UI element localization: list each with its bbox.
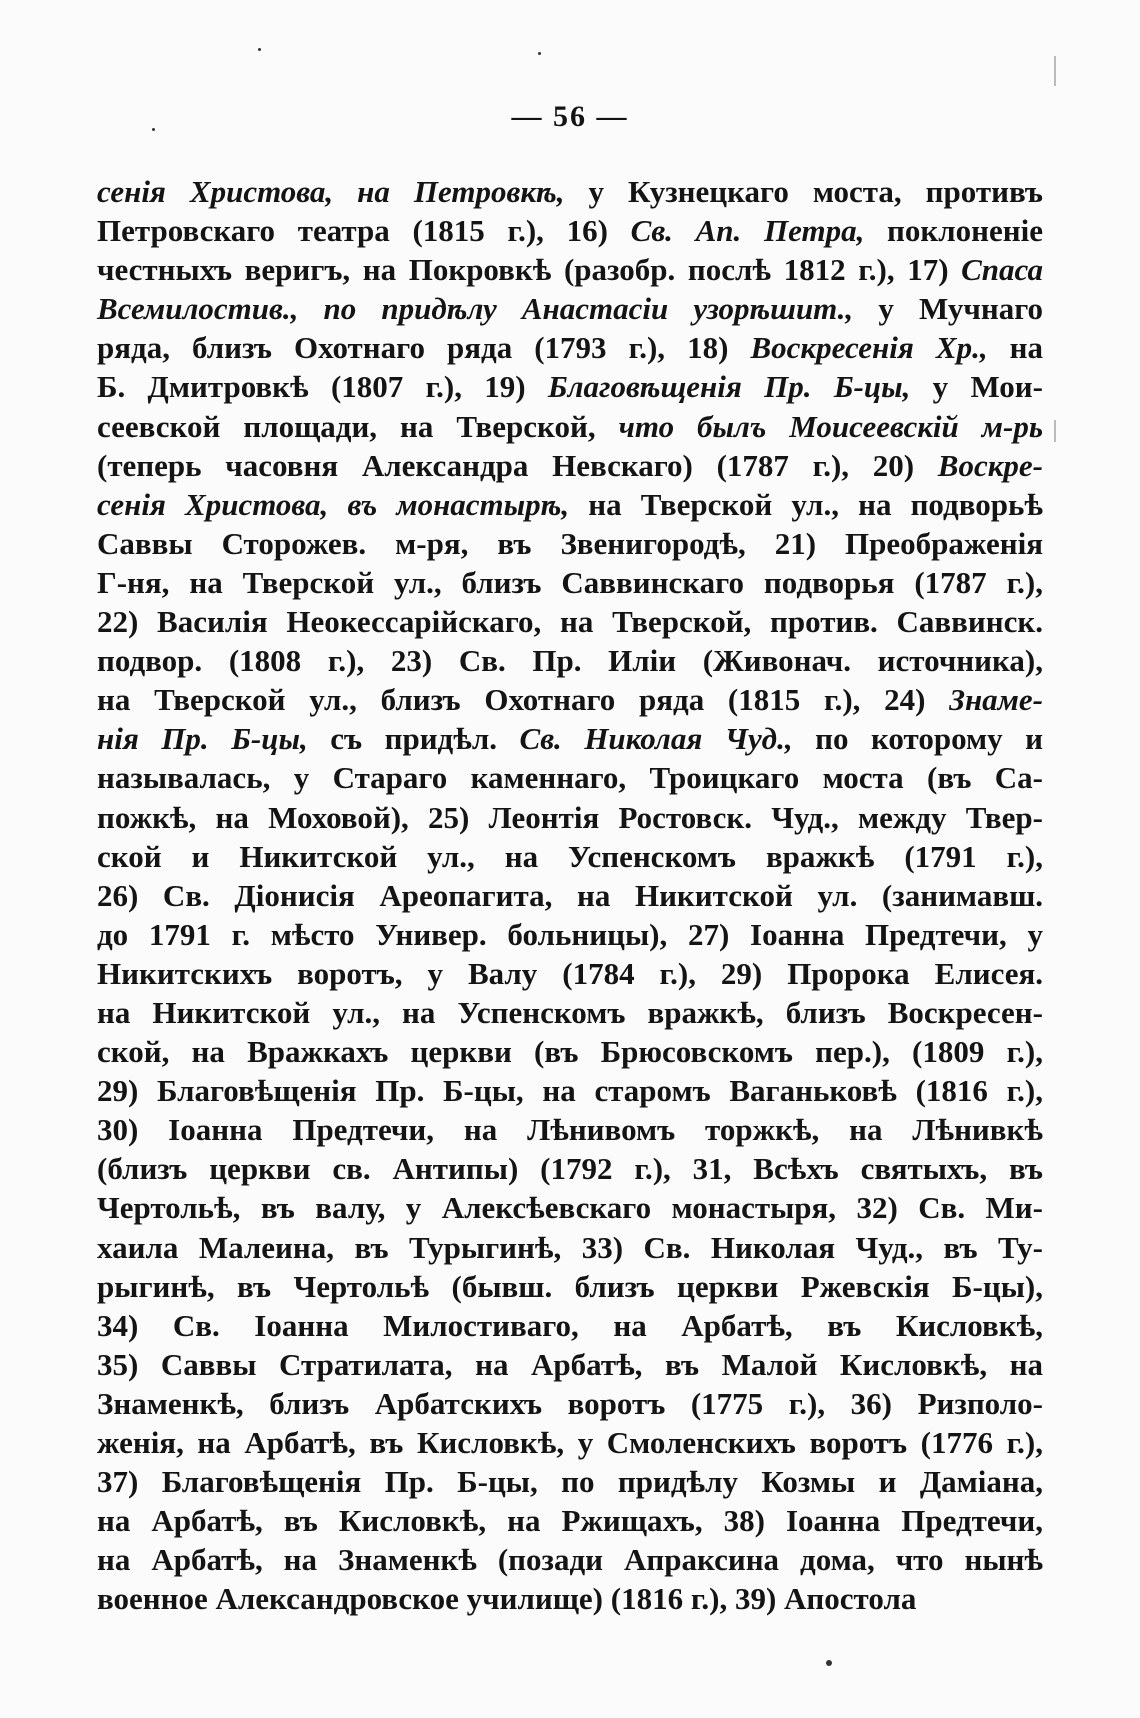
text-line	[97, 446, 1043, 485]
text-line	[97, 1423, 1043, 1462]
text-segment: называлась, у Стараго каменнаго, Троицкаго моста (въ Са-	[97, 760, 1043, 796]
text-segment: Чертольѣ, въ валу, у Алексѣевскаго монастыря, 32) Св. Ми-	[97, 1190, 1043, 1226]
italic-text-segment: Спаса	[961, 252, 1043, 288]
text-segment: Саввы Сторожев. м-ря, въ Звенигородѣ, 21) Преображенія	[97, 525, 1043, 561]
text-segment: 22) Василія Неокессарійскаго, на Тверской, против. Саввинск.	[97, 604, 1043, 640]
text-line	[97, 680, 1043, 719]
text-segment: Петровскаго театра (1815 г.), 16)	[97, 213, 631, 249]
scan-speck	[826, 1660, 832, 1666]
text-segment: 34) Св. Іоанна Милостиваго, на Арбатѣ, въ Кисловкѣ,	[97, 1307, 1043, 1343]
text-segment: на Арбатѣ, на Знаменкѣ (позади Апраксина дома, что нынѣ	[97, 1542, 1043, 1578]
page-number: — 56 —	[511, 100, 629, 133]
text-segment: у Мои-	[910, 369, 1043, 405]
text-segment: (близъ церкви св. Антипы) (1792 г.), 31, Всѣхъ святыхъ, въ	[97, 1151, 1043, 1187]
text-segment: рыгинѣ, въ Чертольѣ (бывш. близъ церкви Ржевскія Б-цы),	[97, 1268, 1043, 1304]
text-line	[97, 1267, 1043, 1306]
text-segment: 35) Саввы Стратилата, на Арбатѣ, въ Малой Кисловкѣ, на	[97, 1346, 1043, 1382]
text-line	[97, 1540, 1043, 1579]
text-segment: хаила Малеина, въ Турыгинѣ, 33) Св. Николая Чуд., въ Ту-	[97, 1229, 1043, 1265]
text-segment: на Арбатѣ, въ Кисловкѣ, на Ржищахъ, 38) Іоанна Предтечи,	[97, 1503, 1043, 1539]
text-segment: ской, на Вражкахъ церкви (въ Брюсовскомъ пер.), (1809 г.),	[97, 1034, 1043, 1070]
text-line	[97, 798, 1043, 837]
text-line	[97, 563, 1043, 602]
text-segment: до 1791 г. мѣсто Универ. больницы), 27) Іоанна Предтечи, у	[97, 916, 1043, 952]
text-line	[97, 485, 1043, 524]
text-line	[97, 1384, 1043, 1423]
text-segment: у Кузнецкаго моста, противъ	[564, 174, 1043, 209]
italic-text-segment: Св. Ап. Петра,	[630, 213, 865, 249]
text-line	[97, 328, 1043, 367]
text-segment: сеевской площади, на Тверской,	[97, 408, 619, 444]
text-line	[97, 758, 1043, 797]
text-segment: 37) Благовѣщенія Пр. Б-цы, по придѣлу Козмы и Даміана,	[97, 1464, 1043, 1500]
text-segment: 30) Іоанна Предтечи, на Лѣнивомъ торжкѣ, на Лѣнивкѣ	[97, 1112, 1043, 1148]
text-segment: женія, на Арбатѣ, въ Кисловкѣ, у Смоленскихъ воротъ (1776 г.),	[97, 1425, 1043, 1460]
text-line	[97, 250, 1043, 289]
text-segment: честныхъ веригъ, на Покровкѣ (разобр. послѣ 1812 г.), 17)	[97, 252, 962, 288]
italic-text-segment: сенія Христова, на Петровкѣ,	[97, 174, 565, 209]
text-line	[97, 1228, 1043, 1267]
italic-text-segment: Знаме-	[949, 682, 1043, 718]
text-line	[97, 211, 1043, 250]
text-line	[97, 1071, 1043, 1110]
text-segment: пожкѣ, на Моховой), 25) Леонтія Ростовск. Чуд., между Твер-	[97, 799, 1043, 835]
text-segment: 29) Благовѣщенія Пр. Б-цы, на старомъ Ваганьковѣ (1816 г.),	[97, 1073, 1043, 1109]
italic-text-segment: что былъ Моисеевскій м-рь	[618, 408, 1043, 444]
text-segment: Знаменкѣ, близъ Арбатскихъ воротъ (1775 г.), 36) Ризполо-	[97, 1385, 1043, 1421]
text-segment: военное Александровское училище) (1816 г.), 39) Апостола	[97, 1581, 917, 1617]
italic-text-segment: нія Пр. Б-цы,	[97, 721, 308, 757]
italic-text-segment: Всемилостив., по придѣлу Анастасіи узорѣшит.,	[97, 291, 854, 327]
text-segment: ряда, близъ Охотнаго ряда (1793 г.), 18)	[97, 330, 751, 366]
text-line	[97, 837, 1043, 876]
scan-edge-mark	[1054, 420, 1056, 442]
text-line	[97, 367, 1043, 406]
text-line	[97, 641, 1043, 680]
italic-text-segment: сенія Христова, въ монастырѣ,	[97, 486, 570, 522]
text-line	[97, 719, 1043, 758]
text-line	[97, 915, 1043, 954]
text-line	[97, 1345, 1043, 1384]
scan-edge-mark	[1054, 56, 1056, 86]
body-text	[97, 172, 1043, 1618]
text-segment: Никитскихъ воротъ, у Валу (1784 г.), 29) Пророка Елисея.	[97, 955, 1043, 991]
text-line	[97, 524, 1043, 563]
text-line	[97, 1188, 1043, 1227]
text-line	[97, 1149, 1043, 1188]
text-segment: Б. Дмитровкѣ (1807 г.), 19)	[97, 369, 548, 405]
text-segment: (теперь часовня Александра Невскаго) (1787 г.), 20)	[97, 447, 938, 483]
text-line	[97, 602, 1043, 641]
text-segment: на Никитской ул., на Успенскомъ вражкѣ, близъ Воскресен-	[97, 994, 1043, 1030]
text-line	[97, 1306, 1043, 1345]
text-segment: поклоненіе	[864, 213, 1044, 249]
text-line	[97, 1110, 1043, 1149]
italic-text-segment: Св. Николая Чуд.,	[519, 721, 793, 757]
text-segment: съ придѣл.	[307, 721, 520, 757]
text-line	[97, 954, 1043, 993]
text-segment: у Мучнаго	[853, 291, 1044, 327]
text-line	[97, 1579, 1043, 1618]
text-segment: подвор. (1808 г.), 23) Св. Пр. Иліи (Живонач. источника),	[97, 643, 1043, 679]
text-line	[97, 1501, 1043, 1540]
text-segment: ской и Никитской ул., на Успенскомъ вражкѣ (1791 г.),	[97, 838, 1043, 874]
text-line	[97, 172, 1043, 211]
text-line	[97, 289, 1043, 328]
text-segment: на Тверской ул., на подворьѣ	[569, 486, 1043, 522]
text-line	[97, 1032, 1043, 1071]
text-line	[97, 407, 1043, 446]
text-segment: на Тверской ул., близъ Охотнаго ряда (1815 г.), 24)	[97, 682, 950, 718]
text-line	[97, 1462, 1043, 1501]
text-segment: Г-ня, на Тверской ул., близъ Саввинскаго подворья (1787 г.),	[97, 564, 1043, 600]
text-line	[97, 876, 1043, 915]
scan-speck	[258, 48, 261, 51]
text-line	[97, 993, 1043, 1032]
italic-text-segment: Воскресенія Хр.,	[750, 330, 988, 366]
scan-speck	[538, 52, 541, 55]
text-segment: по которому и	[792, 721, 1043, 757]
scan-speck	[152, 128, 155, 131]
italic-text-segment: Воскре-	[937, 447, 1043, 483]
text-segment: 26) Св. Діонисія Ареопагита, на Никитской ул. (занимавш.	[97, 877, 1043, 913]
text-segment: на	[987, 330, 1044, 366]
italic-text-segment: Благовѣщенія Пр. Б-цы,	[547, 369, 911, 405]
